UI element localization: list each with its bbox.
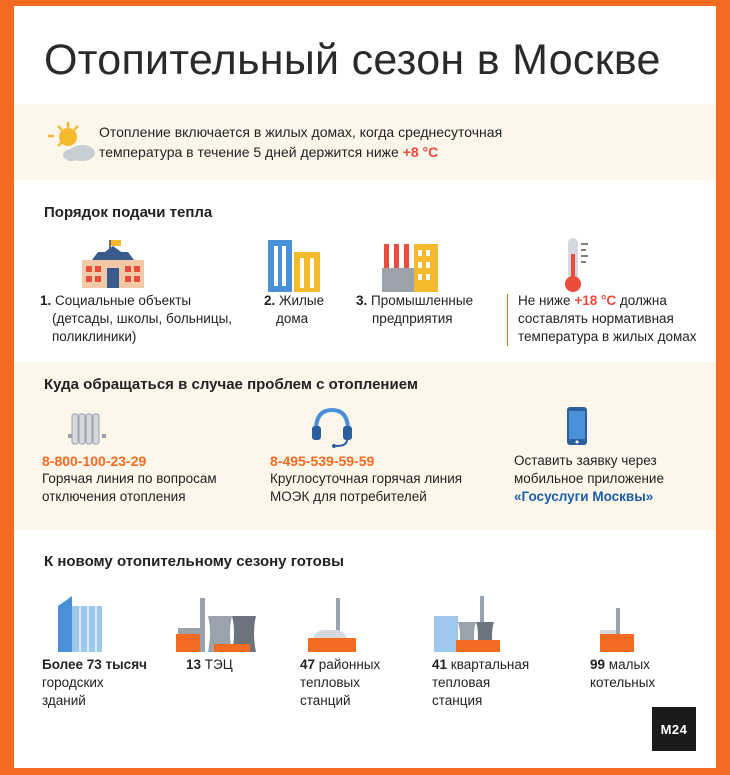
norm-text bbox=[518, 292, 697, 346]
ready-item-4-inline: квартальная bbox=[450, 657, 530, 672]
skyscrapers-icon bbox=[56, 592, 106, 652]
hotline-phone-2[interactable]: 8-495-539-59-59 bbox=[270, 453, 375, 469]
smartphone-icon bbox=[566, 406, 588, 446]
heat-order-item-1-num: 1. bbox=[40, 293, 52, 308]
intro-text bbox=[99, 122, 502, 162]
hotline-1-line-1: Горячая линия по вопросам bbox=[42, 471, 217, 486]
norm-prefix: Не ниже bbox=[518, 293, 571, 308]
intro-line-1: Отопление включается в жилых домах, когда среднесуточная bbox=[99, 124, 503, 140]
ready-item-4 bbox=[432, 656, 529, 710]
app-description bbox=[514, 452, 664, 506]
sun-cloud-icon bbox=[46, 120, 98, 164]
norm-line-2: составлять нормативная bbox=[518, 311, 674, 326]
ready-item-4-bold: 41 bbox=[432, 657, 448, 672]
page-title: Отопительный сезон в Москве bbox=[44, 36, 661, 84]
ready-title: К новому отопительному сезону готовы bbox=[44, 553, 344, 570]
small-boiler-house-icon bbox=[596, 606, 636, 652]
heat-order-item-2-num: 2. bbox=[264, 293, 276, 308]
ready-item-1-bold: Более 73 тысяч bbox=[42, 657, 147, 672]
app-line-1: Оставить заявку через bbox=[514, 453, 657, 468]
norm-line-3: температура в жилых домах bbox=[518, 329, 697, 344]
norm-divider bbox=[507, 294, 508, 346]
power-plant-icon bbox=[174, 594, 270, 652]
ready-item-3-line-3: станций bbox=[300, 693, 351, 708]
heat-order-title: Порядок подачи тепла bbox=[44, 204, 213, 221]
factory-icon bbox=[380, 240, 442, 292]
ready-item-5 bbox=[590, 656, 655, 692]
ready-item-5-inline: малых bbox=[608, 657, 650, 672]
ready-item-5-line-2: котельных bbox=[590, 675, 656, 690]
ready-item-2-inline: ТЭЦ bbox=[204, 657, 233, 672]
norm-line-1 bbox=[518, 292, 697, 310]
norm-suffix: должна bbox=[619, 293, 667, 308]
infographic bbox=[14, 6, 716, 768]
hotline-1-description bbox=[42, 470, 217, 506]
heat-order-item-1 bbox=[40, 292, 232, 346]
hotline-2-line-1: Круглосуточная горячая линия bbox=[270, 471, 463, 486]
intro-line-2 bbox=[99, 142, 502, 162]
hotline-2-description bbox=[270, 470, 462, 506]
heat-order-item-3-text-2: предприятия bbox=[372, 311, 453, 326]
heat-order-item-1-line-1 bbox=[40, 292, 232, 310]
thermometer-icon bbox=[562, 236, 592, 294]
app-line-2: мобильное приложение bbox=[514, 471, 664, 486]
norm-temp-value: +18 °С bbox=[574, 293, 617, 308]
intro-line-2-text: температура в течение 5 дней держится ниже bbox=[99, 144, 399, 160]
ready-item-2 bbox=[186, 656, 233, 674]
heat-order-item-1-text-1: Социальные объекты bbox=[55, 293, 192, 308]
ready-item-3-line-2: тепловых bbox=[300, 675, 361, 690]
school-building-icon bbox=[78, 238, 148, 290]
ready-item-4-line-3: станция bbox=[432, 693, 483, 708]
hotline-1-line-2: отключения отопления bbox=[42, 489, 186, 504]
hotline-2-line-2: МОЭК для потребителей bbox=[270, 489, 427, 504]
ready-item-1 bbox=[42, 656, 147, 710]
heat-order-item-3-text-1: Промышленные bbox=[371, 293, 474, 308]
ready-item-3 bbox=[300, 656, 380, 710]
heat-order-item-2-text-1: Жилые bbox=[279, 293, 325, 308]
quarterly-heating-station-icon bbox=[432, 594, 504, 652]
ready-item-1-line-3: зданий bbox=[42, 693, 86, 708]
contacts-title: Куда обращаться в случае проблем с отоплением bbox=[44, 376, 418, 393]
heat-order-item-2 bbox=[264, 292, 324, 328]
heat-order-item-3 bbox=[356, 292, 473, 328]
headset-icon bbox=[310, 406, 354, 448]
heat-order-item-1-text-2: (детсады, школы, больницы, bbox=[52, 311, 233, 326]
gosuslugi-link[interactable]: «Госуслуги Москвы» bbox=[514, 489, 654, 504]
ready-item-1-line-2: городских bbox=[42, 675, 104, 690]
ready-item-3-inline: районных bbox=[318, 657, 381, 672]
district-heating-station-icon bbox=[304, 596, 360, 652]
ready-item-5-bold: 99 bbox=[590, 657, 606, 672]
heat-order-item-3-line-1 bbox=[356, 292, 473, 310]
ready-item-2-bold: 13 bbox=[186, 657, 202, 672]
heat-order-item-2-line-1 bbox=[264, 292, 324, 310]
ready-item-4-line-2: тепловая bbox=[432, 675, 491, 690]
radiator-icon bbox=[68, 412, 106, 446]
hotline-phone-1[interactable]: 8-800-100-23-29 bbox=[42, 453, 147, 469]
heat-order-item-3-num: 3. bbox=[356, 293, 368, 308]
heat-order-item-2-text-2: дома bbox=[276, 311, 309, 326]
m24-logo: M24 bbox=[652, 707, 696, 751]
residential-buildings-icon bbox=[266, 236, 326, 292]
heat-order-item-1-text-3: поликлиники) bbox=[52, 329, 137, 344]
ready-item-3-bold: 47 bbox=[300, 657, 316, 672]
intro-temp-value: +8 °С bbox=[402, 144, 439, 160]
